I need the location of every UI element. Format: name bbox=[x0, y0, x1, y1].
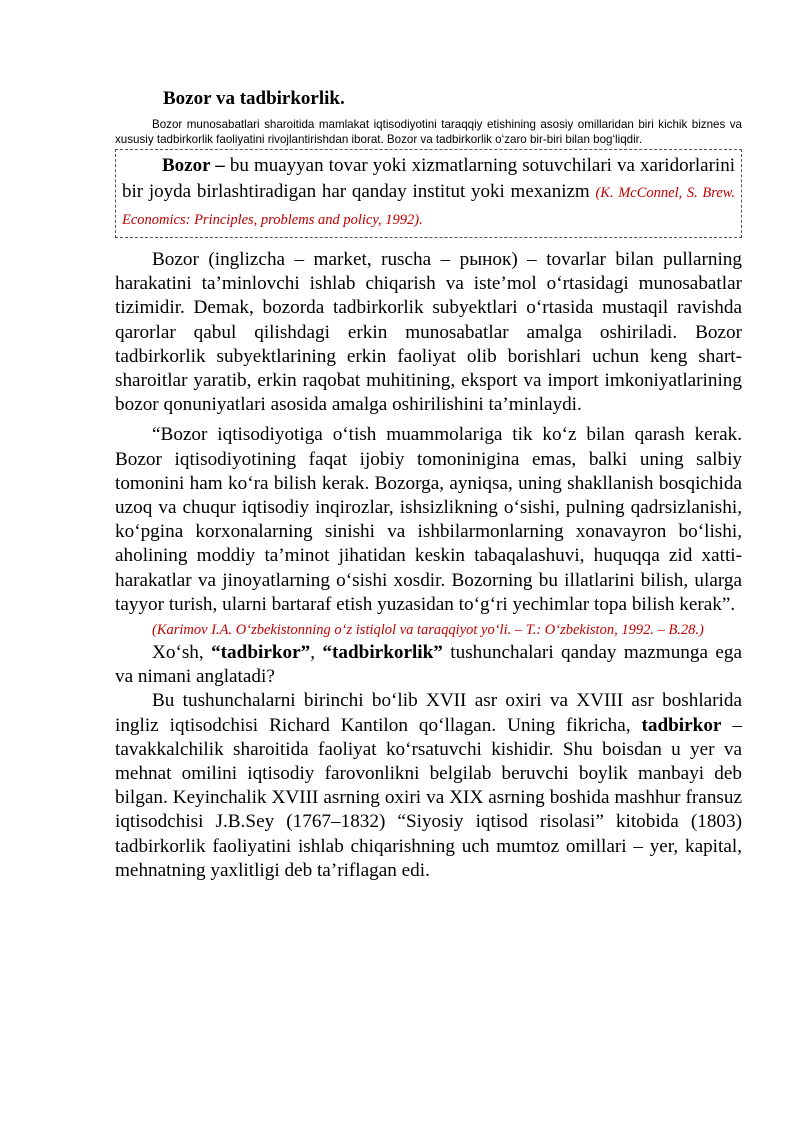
paragraph-market: Bozor (inglizcha – market, ruscha – рынок) – tovarlar bilan pullarning harakatini ta’minlovchi ishlab chiqarish va iste’mol o‘rtasidagi munosabatlar tizimidir. Demak, bozorda tadbirkorlik subyektlari o‘rtasida mustaqil ravishda qarorlar qabul qilishdagi erkin munosabatlar amalga oshiriladi. Bozor tadbirkorlik subyektlarining erkin faoliyat olib borishlari uchun keng shart-sharoitlar yaratib, erkin raqobat muhitining, eksport va import imkoniyatlarining bozor qonuniyatlari asosida amalga oshirilishini ta’minlaydi. bbox=[115, 249, 742, 416]
definition-term: Bozor – bbox=[162, 155, 225, 176]
definition-lead bbox=[122, 155, 225, 176]
definition-text: bu muayyan tovar yoki xizmatlarning sotuvchilari va xaridorlarini bir joyda birlashtiradigan har qanday institut yoki mexanizm bbox=[122, 155, 735, 202]
question-comma: , bbox=[310, 642, 323, 664]
question-start: Xo‘sh, bbox=[152, 642, 212, 664]
question-term-1: “tadbirkor” bbox=[211, 642, 311, 664]
quote-source: (Karimov I.A. O‘zbekistonning o‘z istiqlol va taraqqiyot yo‘li. – T.: O‘zbekiston, 1992. – B.28.) bbox=[152, 622, 704, 639]
section-title: Bozor va tadbirkorlik. bbox=[163, 88, 345, 109]
question-paragraph bbox=[115, 641, 742, 689]
paragraph2-start: Bu tushunchalarni birinchi bo‘lib XVII asr oxiri va XVIII asr boshlarida ingliz iqtisodchisi Richard Kantilon qo‘llagan. Uning fikricha, bbox=[115, 690, 742, 736]
intro-paragraph: Bozor munosabatlari sharoitida mamlakat iqtisodiyotini taraqqiy etishining asosiy omillaridan biri kichik biznes va xususiy tadbirkorlik faoliyatini rivojlantirishdan iborat. Bozor va tadbirkorlik o‘zaro bir-biri bilan bog‘liqdir. bbox=[115, 118, 742, 146]
document-page bbox=[115, 88, 742, 889]
question-end: tushunchalari qanday mazmunga ega va nimani anglatadi? bbox=[115, 642, 742, 688]
question-term-2: “tadbirkorlik” bbox=[322, 642, 443, 664]
definition-citation: (K. McConnel, S. Brew. Economics: Principles, problems and policy, 1992). bbox=[122, 185, 735, 228]
definition-box bbox=[115, 149, 742, 238]
paragraph-entrepreneur bbox=[115, 689, 742, 883]
quote-paragraph: “Bozor iqtisodiyotiga o‘tish muammolariga tik ko‘z bilan qarash kerak. Bozor iqtisodiyotining faqat ijobiy tomoninigina emas, balki uning salbiy tomonini ham ko‘ra bilish kerak. Bozorga, ayniqsa, uning shakllanish bosqichida uzoq va chuqur iqtisodiy inqirozlar, ishsizlikning o‘sishi, pulning qadrsizlanishi, ko‘pgina korxonalarning sinishi va ishbilarmonlarning xonavayron bo‘lishi, aholining moddiy ta’minot jihatidan keskin tabaqalashuvi, huquqqa zid xatti-harakatlar va jinoyatlarning o‘sishi xosdir. Bozorning bu illatlarini bilish, ularga tayyor turish, ularni bartaraf etish yuzasidan to‘g‘ri yechimlar topa bilish kerak”. bbox=[115, 424, 742, 615]
paragraph2-end: – tavakkalchilik sharoitida faoliyat ko‘rsatuvchi kishidir. Shu boisdan u yer va mehnat omilini iqtisodiy farovonlikni belgilab beruvchi boylik manbayi deb bilgan. Keyinchalik XVIII asrning oxiri va XIX asrning boshida mashhur fransuz iqtisodchisi J.B.Sey (1767–1832) “Siyosiy iqtisod risolasi” kitobida (1803) tadbirkorlik faoliyatini ishlab chiqarishning uch mumtoz omillari – yer, kapital, mehnatning yaxlitligi deb ta’riflagan edi. bbox=[115, 714, 743, 881]
paragraph2-term: tadbirkor bbox=[641, 714, 722, 736]
